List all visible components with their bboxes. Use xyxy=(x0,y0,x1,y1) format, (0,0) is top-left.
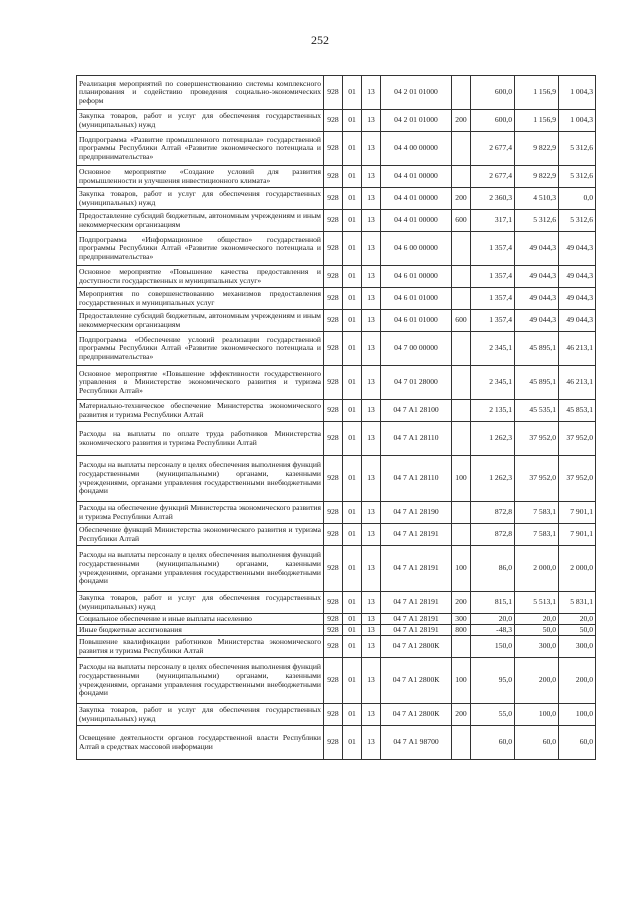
table-row xyxy=(77,726,596,760)
table-row xyxy=(77,614,596,625)
table-cell-target-article: 04 6 00 00000 xyxy=(381,232,452,266)
table-cell-amount-2: 49 044,3 xyxy=(515,232,559,266)
table-cell-amount-2: 2 000,0 xyxy=(515,546,559,592)
table-cell-subsection: 13 xyxy=(362,704,381,726)
table-row xyxy=(77,400,596,422)
table-cell-amount-3: 2 000,0 xyxy=(559,546,596,592)
table-cell-section: 01 xyxy=(343,110,362,132)
table-row xyxy=(77,658,596,704)
table-cell-grbs: 928 xyxy=(324,188,343,210)
budget-table-body xyxy=(77,76,596,760)
table-cell-target-article: 04 7 А1 2800К xyxy=(381,658,452,704)
table-cell-target-article: 04 4 00 00000 xyxy=(381,132,452,166)
table-cell-amount-1: 1 357,4 xyxy=(471,310,515,332)
budget-table xyxy=(76,75,596,760)
table-cell-amount-3: 49 044,3 xyxy=(559,288,596,310)
table-cell-amount-2: 49 044,3 xyxy=(515,310,559,332)
table-cell-amount-1: 2 345,1 xyxy=(471,366,515,400)
table-cell-subsection: 13 xyxy=(362,422,381,456)
table-cell-amount-1: 1 357,4 xyxy=(471,232,515,266)
table-cell-amount-1: 2 360,3 xyxy=(471,188,515,210)
table-cell-section: 01 xyxy=(343,625,362,636)
table-cell-grbs: 928 xyxy=(324,636,343,658)
table-cell-section: 01 xyxy=(343,636,362,658)
table-cell-subsection: 13 xyxy=(362,210,381,232)
table-cell-name: Основное мероприятие «Повышение качества предоставления и доступности государственных и муниципальных услуг» xyxy=(77,266,324,288)
table-cell-target-article: 04 7 А1 28191 xyxy=(381,592,452,614)
table-cell-grbs: 928 xyxy=(324,524,343,546)
table-cell-expense-type xyxy=(452,332,471,366)
table-cell-amount-3: 46 213,1 xyxy=(559,332,596,366)
table-cell-amount-2: 300,0 xyxy=(515,636,559,658)
table-cell-amount-1: 86,0 xyxy=(471,546,515,592)
table-cell-name: Закупка товаров, работ и услуг для обеспечения государственных (муниципальных) нужд xyxy=(77,704,324,726)
table-cell-amount-1: 872,8 xyxy=(471,524,515,546)
table-row xyxy=(77,592,596,614)
table-cell-amount-1: 1 357,4 xyxy=(471,288,515,310)
table-cell-grbs: 928 xyxy=(324,400,343,422)
table-cell-subsection: 13 xyxy=(362,188,381,210)
table-row xyxy=(77,232,596,266)
table-cell-expense-type xyxy=(452,502,471,524)
table-cell-amount-3: 49 044,3 xyxy=(559,266,596,288)
table-cell-amount-1: 2 135,1 xyxy=(471,400,515,422)
table-cell-section: 01 xyxy=(343,166,362,188)
table-cell-amount-2: 100,0 xyxy=(515,704,559,726)
table-cell-amount-2: 1 156,9 xyxy=(515,110,559,132)
table-cell-section: 01 xyxy=(343,288,362,310)
table-cell-amount-1: 60,0 xyxy=(471,726,515,760)
table-row xyxy=(77,210,596,232)
table-cell-subsection: 13 xyxy=(362,546,381,592)
table-cell-section: 01 xyxy=(343,210,362,232)
table-cell-amount-1: 2 677,4 xyxy=(471,166,515,188)
table-cell-expense-type xyxy=(452,288,471,310)
table-cell-expense-type: 200 xyxy=(452,110,471,132)
table-cell-grbs: 928 xyxy=(324,625,343,636)
table-cell-section: 01 xyxy=(343,704,362,726)
table-cell-expense-type: 100 xyxy=(452,658,471,704)
table-cell-target-article: 04 7 А1 28191 xyxy=(381,546,452,592)
table-cell-expense-type: 600 xyxy=(452,310,471,332)
table-cell-amount-2: 37 952,0 xyxy=(515,456,559,502)
table-row xyxy=(77,166,596,188)
table-cell-expense-type xyxy=(452,422,471,456)
table-cell-amount-1: -48,3 xyxy=(471,625,515,636)
table-cell-subsection: 13 xyxy=(362,110,381,132)
table-row xyxy=(77,502,596,524)
table-cell-amount-1: 317,1 xyxy=(471,210,515,232)
table-cell-amount-3: 60,0 xyxy=(559,726,596,760)
table-cell-section: 01 xyxy=(343,132,362,166)
table-row xyxy=(77,366,596,400)
table-cell-grbs: 928 xyxy=(324,422,343,456)
table-cell-grbs: 928 xyxy=(324,546,343,592)
table-cell-amount-3: 50,0 xyxy=(559,625,596,636)
table-cell-target-article: 04 7 А1 28110 xyxy=(381,422,452,456)
table-cell-expense-type: 200 xyxy=(452,188,471,210)
table-cell-name: Расходы на выплаты персоналу в целях обеспечения выполнения функций государственными (муниципальными) органами, казенными учреждениями, органами управления государственными внебюджетными фондами xyxy=(77,658,324,704)
table-cell-amount-1: 1 262,3 xyxy=(471,456,515,502)
table-cell-amount-2: 5 513,1 xyxy=(515,592,559,614)
table-cell-subsection: 13 xyxy=(362,524,381,546)
table-cell-amount-2: 9 822,9 xyxy=(515,166,559,188)
table-row xyxy=(77,625,596,636)
table-cell-subsection: 13 xyxy=(362,332,381,366)
table-cell-amount-2: 49 044,3 xyxy=(515,288,559,310)
table-cell-amount-2: 4 510,3 xyxy=(515,188,559,210)
table-cell-expense-type: 600 xyxy=(452,210,471,232)
table-cell-amount-3: 5 831,1 xyxy=(559,592,596,614)
table-cell-section: 01 xyxy=(343,422,362,456)
table-cell-section: 01 xyxy=(343,726,362,760)
table-cell-subsection: 13 xyxy=(362,132,381,166)
table-cell-subsection: 13 xyxy=(362,625,381,636)
table-cell-amount-3: 0,0 xyxy=(559,188,596,210)
table-cell-section: 01 xyxy=(343,502,362,524)
table-cell-name: Подпрограмма «Развитие промышленного потенциала» государственной программы Республики Алтай «Развитие экономического потенциала и предпринимательства» xyxy=(77,132,324,166)
table-cell-amount-1: 55,0 xyxy=(471,704,515,726)
table-row xyxy=(77,456,596,502)
table-cell-expense-type: 100 xyxy=(452,546,471,592)
table-cell-name: Подпрограмма «Информационное общество» государственной программы Республики Алтай «Развитие экономического потенциала и предпринимательства» xyxy=(77,232,324,266)
table-cell-amount-1: 20,0 xyxy=(471,614,515,625)
table-cell-amount-3: 37 952,0 xyxy=(559,456,596,502)
table-cell-amount-1: 2 677,4 xyxy=(471,132,515,166)
table-cell-amount-1: 1 357,4 xyxy=(471,266,515,288)
table-cell-grbs: 928 xyxy=(324,210,343,232)
table-row xyxy=(77,546,596,592)
table-cell-target-article: 04 7 А1 28110 xyxy=(381,456,452,502)
table-cell-amount-1: 600,0 xyxy=(471,76,515,110)
table-cell-grbs: 928 xyxy=(324,456,343,502)
table-cell-section: 01 xyxy=(343,188,362,210)
table-cell-expense-type xyxy=(452,76,471,110)
table-cell-expense-type xyxy=(452,524,471,546)
table-cell-expense-type: 200 xyxy=(452,592,471,614)
table-cell-section: 01 xyxy=(343,592,362,614)
table-cell-subsection: 13 xyxy=(362,310,381,332)
table-cell-target-article: 04 7 А1 28191 xyxy=(381,614,452,625)
table-cell-amount-2: 45 535,1 xyxy=(515,400,559,422)
table-cell-target-article: 04 6 01 00000 xyxy=(381,266,452,288)
table-cell-grbs: 928 xyxy=(324,76,343,110)
table-cell-expense-type xyxy=(452,132,471,166)
table-cell-target-article: 04 7 А1 2800К xyxy=(381,704,452,726)
table-row xyxy=(77,704,596,726)
table-row xyxy=(77,636,596,658)
table-cell-section: 01 xyxy=(343,546,362,592)
table-row xyxy=(77,266,596,288)
table-cell-subsection: 13 xyxy=(362,502,381,524)
table-cell-subsection: 13 xyxy=(362,400,381,422)
table-cell-name: Закупка товаров, работ и услуг для обеспечения государственных (муниципальных) нужд xyxy=(77,188,324,210)
table-cell-name: Основное мероприятие «Повышение эффективности государственного управления в Министерстве экономического развития и туризма Республики Алтай» xyxy=(77,366,324,400)
table-cell-target-article: 04 7 А1 98700 xyxy=(381,726,452,760)
table-cell-amount-3: 46 213,1 xyxy=(559,366,596,400)
table-cell-amount-3: 7 901,1 xyxy=(559,524,596,546)
table-row xyxy=(77,132,596,166)
table-cell-target-article: 04 6 01 01000 xyxy=(381,310,452,332)
table-cell-name: Расходы на выплаты персоналу в целях обеспечения выполнения функций государственными (муниципальными) органами, казенными учреждениями, органами управления государственными внебюджетными фондами xyxy=(77,546,324,592)
table-cell-amount-2: 1 156,9 xyxy=(515,76,559,110)
table-cell-amount-3: 49 044,3 xyxy=(559,232,596,266)
table-row xyxy=(77,188,596,210)
table-cell-expense-type xyxy=(452,400,471,422)
table-cell-grbs: 928 xyxy=(324,310,343,332)
table-cell-subsection: 13 xyxy=(362,232,381,266)
table-cell-name: Повышение квалификации работников Министерства экономического развития и туризма Республики Алтай xyxy=(77,636,324,658)
table-cell-target-article: 04 7 А1 2800К xyxy=(381,636,452,658)
table-cell-subsection: 13 xyxy=(362,726,381,760)
table-cell-name: Обеспечение функций Министерства экономического развития и туризма Республики Алтай xyxy=(77,524,324,546)
table-cell-target-article: 04 2 01 01000 xyxy=(381,76,452,110)
table-cell-grbs: 928 xyxy=(324,502,343,524)
table-cell-subsection: 13 xyxy=(362,592,381,614)
table-cell-section: 01 xyxy=(343,524,362,546)
table-cell-amount-1: 2 345,1 xyxy=(471,332,515,366)
table-cell-name: Материально-техническое обеспечение Министерства экономического развития и туризма Республики Алтай xyxy=(77,400,324,422)
table-cell-amount-3: 5 312,6 xyxy=(559,166,596,188)
table-cell-grbs: 928 xyxy=(324,366,343,400)
table-cell-subsection: 13 xyxy=(362,636,381,658)
table-cell-grbs: 928 xyxy=(324,266,343,288)
table-cell-expense-type xyxy=(452,636,471,658)
table-cell-amount-1: 1 262,3 xyxy=(471,422,515,456)
table-cell-section: 01 xyxy=(343,400,362,422)
table-cell-expense-type xyxy=(452,726,471,760)
table-cell-amount-3: 100,0 xyxy=(559,704,596,726)
table-cell-amount-2: 60,0 xyxy=(515,726,559,760)
table-cell-amount-3: 1 004,3 xyxy=(559,76,596,110)
table-cell-name: Подпрограмма «Обеспечение условий реализации государственной программы Республики Алтай «Развитие экономического потенциала и предпринимательства» xyxy=(77,332,324,366)
page-number: 252 xyxy=(311,33,329,47)
table-cell-name: Предоставление субсидий бюджетным, автономным учреждениям и иным некоммерческим организациям xyxy=(77,210,324,232)
table-cell-name: Основное мероприятие «Создание условий для развития промышленности и улучшения инвестиционного климата» xyxy=(77,166,324,188)
table-cell-target-article: 04 4 01 00000 xyxy=(381,188,452,210)
table-cell-grbs: 928 xyxy=(324,658,343,704)
table-cell-amount-3: 5 312,6 xyxy=(559,210,596,232)
table-cell-target-article: 04 7 А1 28191 xyxy=(381,625,452,636)
table-cell-expense-type xyxy=(452,366,471,400)
table-row xyxy=(77,76,596,110)
table-cell-amount-1: 150,0 xyxy=(471,636,515,658)
table-cell-amount-3: 37 952,0 xyxy=(559,422,596,456)
table-cell-grbs: 928 xyxy=(324,110,343,132)
table-cell-name: Освещение деятельности органов государственной власти Республики Алтай в средствах массовой информации xyxy=(77,726,324,760)
table-cell-target-article: 04 4 01 00000 xyxy=(381,210,452,232)
table-cell-section: 01 xyxy=(343,76,362,110)
table-row xyxy=(77,332,596,366)
table-cell-expense-type: 800 xyxy=(452,625,471,636)
table-cell-section: 01 xyxy=(343,232,362,266)
table-cell-name: Расходы на выплаты персоналу в целях обеспечения выполнения функций государственными (муниципальными) органами, казенными учреждениями, органами управления государственными внебюджетными фондами xyxy=(77,456,324,502)
table-cell-name: Расходы на обеспечение функций Министерства экономического развития и туризма Республики Алтай xyxy=(77,502,324,524)
table-cell-subsection: 13 xyxy=(362,366,381,400)
table-cell-amount-3: 7 901,1 xyxy=(559,502,596,524)
table-row xyxy=(77,524,596,546)
table-cell-amount-3: 20,0 xyxy=(559,614,596,625)
table-cell-amount-2: 20,0 xyxy=(515,614,559,625)
table-cell-amount-2: 9 822,9 xyxy=(515,132,559,166)
table-cell-amount-3: 5 312,6 xyxy=(559,132,596,166)
table-cell-subsection: 13 xyxy=(362,614,381,625)
table-cell-amount-3: 45 853,1 xyxy=(559,400,596,422)
table-cell-name: Расходы на выплаты по оплате труда работников Министерства экономического развития и туризма Республики Алтай xyxy=(77,422,324,456)
table-cell-expense-type xyxy=(452,232,471,266)
table-cell-section: 01 xyxy=(343,366,362,400)
table-cell-name: Закупка товаров, работ и услуг для обеспечения государственных (муниципальных) нужд xyxy=(77,592,324,614)
table-cell-name: Закупка товаров, работ и услуг для обеспечения государственных (муниципальных) нужд xyxy=(77,110,324,132)
table-cell-grbs: 928 xyxy=(324,232,343,266)
table-cell-section: 01 xyxy=(343,456,362,502)
table-cell-amount-3: 49 044,3 xyxy=(559,310,596,332)
table-cell-name: Социальное обеспечение и иные выплаты населению xyxy=(77,614,324,625)
table-cell-amount-2: 7 583,1 xyxy=(515,524,559,546)
table-cell-section: 01 xyxy=(343,614,362,625)
table-cell-target-article: 04 7 А1 28100 xyxy=(381,400,452,422)
table-cell-target-article: 04 7 01 28000 xyxy=(381,366,452,400)
table-cell-section: 01 xyxy=(343,266,362,288)
table-cell-target-article: 04 6 01 01000 xyxy=(381,288,452,310)
table-cell-amount-1: 95,0 xyxy=(471,658,515,704)
table-cell-expense-type: 200 xyxy=(452,704,471,726)
table-cell-grbs: 928 xyxy=(324,332,343,366)
table-cell-amount-2: 200,0 xyxy=(515,658,559,704)
table-cell-grbs: 928 xyxy=(324,592,343,614)
table-row xyxy=(77,310,596,332)
table-cell-amount-3: 200,0 xyxy=(559,658,596,704)
table-cell-grbs: 928 xyxy=(324,704,343,726)
table-cell-name: Реализация мероприятий по совершенствованию системы комплексного планирования и содействию проведения социально-экономических реформ xyxy=(77,76,324,110)
table-cell-amount-2: 45 895,1 xyxy=(515,332,559,366)
table-cell-section: 01 xyxy=(343,310,362,332)
table-cell-grbs: 928 xyxy=(324,288,343,310)
table-cell-subsection: 13 xyxy=(362,76,381,110)
table-cell-amount-2: 50,0 xyxy=(515,625,559,636)
table-cell-subsection: 13 xyxy=(362,288,381,310)
table-cell-subsection: 13 xyxy=(362,658,381,704)
table-cell-target-article: 04 7 А1 28191 xyxy=(381,524,452,546)
table-cell-target-article: 04 7 А1 28190 xyxy=(381,502,452,524)
table-cell-section: 01 xyxy=(343,658,362,704)
table-cell-amount-2: 45 895,1 xyxy=(515,366,559,400)
table-cell-amount-1: 872,8 xyxy=(471,502,515,524)
table-cell-section: 01 xyxy=(343,332,362,366)
table-cell-target-article: 04 4 01 00000 xyxy=(381,166,452,188)
table-cell-amount-1: 815,1 xyxy=(471,592,515,614)
table-cell-amount-3: 1 004,3 xyxy=(559,110,596,132)
table-cell-amount-2: 37 952,0 xyxy=(515,422,559,456)
table-row xyxy=(77,110,596,132)
table-cell-grbs: 928 xyxy=(324,614,343,625)
table-cell-name: Иные бюджетные ассигнования xyxy=(77,625,324,636)
table-cell-amount-3: 300,0 xyxy=(559,636,596,658)
table-cell-expense-type xyxy=(452,166,471,188)
table-row xyxy=(77,422,596,456)
table-cell-subsection: 13 xyxy=(362,166,381,188)
table-cell-name: Мероприятия по совершенствованию механизмов предоставления государственных и муниципальных услуг xyxy=(77,288,324,310)
table-cell-expense-type: 300 xyxy=(452,614,471,625)
table-cell-grbs: 928 xyxy=(324,726,343,760)
table-row xyxy=(77,288,596,310)
table-cell-subsection: 13 xyxy=(362,456,381,502)
table-cell-expense-type: 100 xyxy=(452,456,471,502)
table-cell-amount-1: 600,0 xyxy=(471,110,515,132)
table-cell-grbs: 928 xyxy=(324,132,343,166)
table-cell-grbs: 928 xyxy=(324,166,343,188)
table-cell-target-article: 04 7 00 00000 xyxy=(381,332,452,366)
table-cell-subsection: 13 xyxy=(362,266,381,288)
table-cell-amount-2: 7 583,1 xyxy=(515,502,559,524)
table-cell-amount-2: 5 312,6 xyxy=(515,210,559,232)
table-cell-target-article: 04 2 01 01000 xyxy=(381,110,452,132)
table-cell-amount-2: 49 044,3 xyxy=(515,266,559,288)
table-cell-name: Предоставление субсидий бюджетным, автономным учреждениям и иным некоммерческим организациям xyxy=(77,310,324,332)
table-cell-expense-type xyxy=(452,266,471,288)
